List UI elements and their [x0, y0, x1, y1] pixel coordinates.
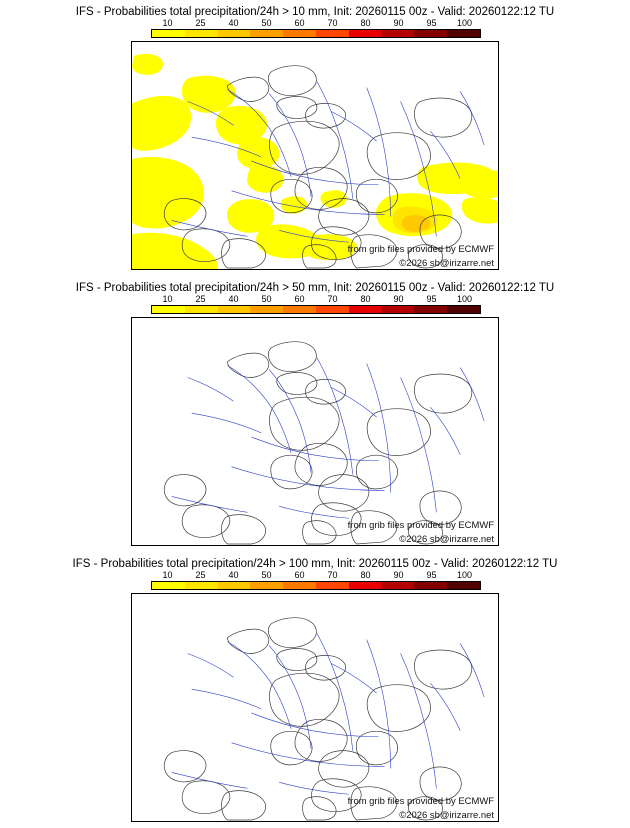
ecmwf-credit-text: from grib files provided by ECMWF — [347, 519, 495, 531]
colorbar-tick: 100 — [456, 18, 473, 28]
map-graphic — [132, 42, 498, 269]
colorbar-tick: 95 — [426, 570, 437, 580]
colorbar — [151, 18, 481, 36]
colorbar-tick: 90 — [393, 18, 404, 28]
colorbar-tick: 100 — [456, 294, 473, 304]
colorbar-tick: 40 — [228, 18, 239, 28]
author-credit-text: ©2026 sb@irizarre.net — [399, 533, 495, 545]
colorbar — [151, 570, 481, 588]
river-layer — [172, 634, 484, 795]
colorbar-tick: 95 — [426, 18, 437, 28]
map-panel-100mm — [0, 552, 630, 828]
probability-shading — [132, 54, 498, 269]
map-graphic — [132, 594, 498, 821]
author-credit-text: ©2026 sb@irizarre.net — [399, 809, 495, 821]
colorbar-gradient — [151, 305, 481, 314]
colorbar-labels — [151, 18, 481, 29]
colorbar-tick: 95 — [426, 294, 437, 304]
colorbar-tick: 25 — [195, 294, 206, 304]
map-panel-50mm — [0, 276, 630, 552]
panel-title: IFS - Probabilities total precipitation/24h > 50 mm, Init: 20260115 00z - Valid: 20260122:12 TU — [75, 282, 555, 294]
colorbar-tick: 100 — [456, 570, 473, 580]
map-panel-10mm — [0, 0, 630, 276]
colorbar-tick: 60 — [294, 570, 305, 580]
map-canvas-10mm[interactable] — [131, 41, 499, 270]
colorbar-tick: 50 — [261, 18, 272, 28]
colorbar-tick: 50 — [261, 570, 272, 580]
ecmwf-credit-text: from grib files provided by ECMWF — [347, 795, 495, 807]
colorbar-tick: 80 — [360, 18, 371, 28]
coastline-layer — [164, 342, 472, 544]
colorbar-tick: 80 — [360, 294, 371, 304]
colorbar-tick: 80 — [360, 570, 371, 580]
coastline-layer — [164, 618, 472, 820]
colorbar-tick: 50 — [261, 294, 272, 304]
colorbar-tick: 10 — [162, 570, 173, 580]
map-canvas-100mm[interactable] — [131, 593, 499, 822]
colorbar-labels — [151, 294, 481, 305]
map-canvas-50mm[interactable] — [131, 317, 499, 546]
colorbar-tick: 60 — [294, 294, 305, 304]
colorbar-gradient — [151, 29, 481, 38]
colorbar-tick: 25 — [195, 18, 206, 28]
colorbar-tick: 70 — [327, 18, 338, 28]
colorbar-tick: 60 — [294, 18, 305, 28]
colorbar-tick: 90 — [393, 570, 404, 580]
colorbar — [151, 294, 481, 312]
colorbar-tick: 25 — [195, 570, 206, 580]
colorbar-tick: 10 — [162, 18, 173, 28]
colorbar-tick: 70 — [327, 294, 338, 304]
colorbar-tick: 70 — [327, 570, 338, 580]
colorbar-tick: 40 — [228, 570, 239, 580]
colorbar-gradient — [151, 581, 481, 590]
colorbar-tick: 40 — [228, 294, 239, 304]
panel-title: IFS - Probabilities total precipitation/24h > 10 mm, Init: 20260115 00z - Valid: 20260122:12 TU — [75, 6, 555, 18]
colorbar-tick: 10 — [162, 294, 173, 304]
map-graphic — [132, 318, 498, 545]
ecmwf-credit-text: from grib files provided by ECMWF — [347, 243, 495, 255]
colorbar-tick: 90 — [393, 294, 404, 304]
colorbar-labels — [151, 570, 481, 581]
panel-title: IFS - Probabilities total precipitation/24h > 100 mm, Init: 20260115 00z - Valid: 20260122:12 TU — [72, 558, 558, 570]
author-credit-text: ©2026 sb@irizarre.net — [399, 257, 495, 269]
river-layer — [172, 358, 484, 519]
